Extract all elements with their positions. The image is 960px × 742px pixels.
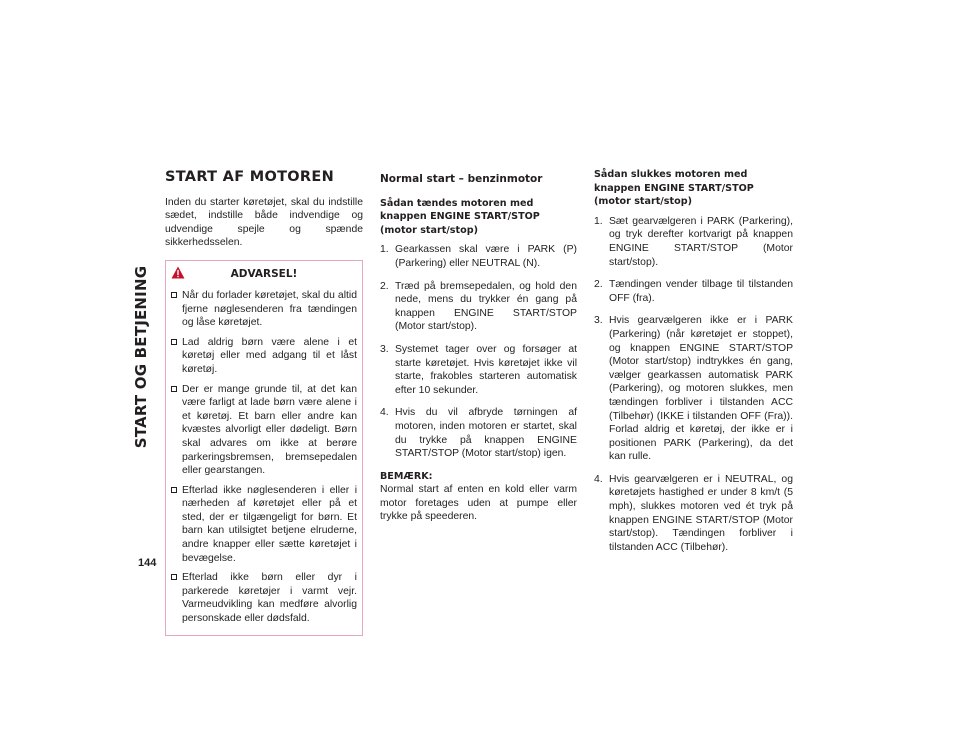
square-bullet-icon xyxy=(171,487,177,493)
start-steps xyxy=(380,243,577,460)
step-item xyxy=(380,243,577,270)
column-right xyxy=(594,168,793,563)
warning-item-text: Når du forlader køretøjet, skal du altid fjerne nøglesenderen fra tændingen og låse køretøjet. xyxy=(182,289,357,329)
warning-item-text: Efterlad ikke børn eller dyr i parkerede køretøjer i varmt vejr. Varmeudvikling kan medføre alvorlig personskade eller dødsfald. xyxy=(182,572,357,625)
step-number: 2. xyxy=(380,280,389,292)
step-text: Hvis gearvælgeren er i NEUTRAL, og køretøjets hastighed er under 8 km/t (5 mph), slukkes motoren ved ét tryk på knappen ENGINE START/STOP (Motor start/stop). Tændingen forbliver i tilstanden ACC (Tilbehør). xyxy=(609,473,793,553)
step-text: Hvis gearvælgeren ikke er i PARK (Parkering) (når køretøjet er stoppet), og knappen ENGINE START/STOP (Motor start/stop) indtrykkes én gang, vælger gearkassen automatisk PARK (Parkering), og motoren slukkes, men tændingen forbliver i tilstanden ACC (Tilbehør) (IKKE i tilstanden OFF (Fra)). Forlad aldrig et køretøj, der ikke er i positionen PARK (Parkering), da det kan rulle. xyxy=(609,315,793,463)
step-number: 4. xyxy=(380,407,389,419)
note-label: BEMÆRK: xyxy=(380,470,433,482)
column-left xyxy=(165,168,363,636)
chapter-title: START OG BETJENING xyxy=(132,265,150,449)
step-item xyxy=(594,278,793,305)
warning-box xyxy=(165,260,363,636)
step-text: Hvis du vil afbryde tørningen af motoren, inden motoren er startet, skal du trykke på knappen ENGINE START/STOP (Motor start/stop) igen. xyxy=(395,407,577,460)
step-item xyxy=(594,314,793,464)
section-title: START AF MOTOREN xyxy=(165,169,335,185)
note-text: Normal start af enten en kold eller varm motor foretages uden at pumpe eller trykke på speederen. xyxy=(380,484,577,523)
square-bullet-icon xyxy=(171,292,177,298)
step-number: 1. xyxy=(380,244,389,256)
warning-item-text: Lad aldrig børn være alene i et køretøj eller med adgang til et låst køretøj. xyxy=(182,336,357,375)
warning-header xyxy=(166,261,362,289)
step-number: 1. xyxy=(594,215,603,227)
warning-item xyxy=(171,484,357,566)
step-text: Sæt gearvælgeren i PARK (Parkering), og tryk derefter kortvarigt på knappen ENGINE START/STOP (Motor start/stop). xyxy=(609,215,793,268)
intro-paragraph: Inden du starter køretøjet, skal du indstille sædet, indstille både indvendige og udvendige spejle og spænde sikkerhedsselen. xyxy=(165,196,363,249)
step-item xyxy=(594,473,793,555)
step-number: 3. xyxy=(380,343,389,355)
procedure-heading: Sådan tændes motoren med knappen ENGINE START/STOP (motor start/stop) xyxy=(380,197,540,236)
warning-item xyxy=(171,571,357,625)
step-number: 4. xyxy=(594,473,603,485)
stop-steps xyxy=(594,215,793,555)
square-bullet-icon xyxy=(171,339,177,345)
step-text: Tændingen vender tilbage til tilstanden OFF (fra). xyxy=(609,279,793,304)
step-text: Systemet tager over og forsøger at starte køretøjet. Hvis køretøjet ikke vil starte, frakobles starteren automatisk efter 10 sekunder. xyxy=(395,343,577,396)
square-bullet-icon xyxy=(171,386,177,392)
step-text: Gearkassen skal være i PARK (P) (Parkering) eller NEUTRAL (N). xyxy=(395,244,577,269)
warning-item xyxy=(171,289,357,330)
step-text: Træd på bremsepedalen, og hold den nede, mens du trykker én gang på knappen ENGINE START/STOP (Motor start/stop). xyxy=(395,280,577,333)
square-bullet-icon xyxy=(171,574,177,580)
warning-item xyxy=(171,383,357,478)
step-item xyxy=(594,215,793,269)
chapter-side-tab xyxy=(122,176,160,538)
column-middle xyxy=(380,168,577,524)
step-item xyxy=(380,280,577,334)
warning-list xyxy=(166,289,362,626)
step-number: 2. xyxy=(594,279,603,291)
step-item xyxy=(380,406,577,460)
page-number: 144 xyxy=(138,557,157,569)
step-item xyxy=(380,343,577,397)
warning-item-text: Efterlad ikke nøglesenderen i eller i nærheden af køretøjet eller på et sted, der er tilgængeligt for børn. Et barn kan utilsigtet betjene elruderne, andre knapper eller sætte køretøjet i bevægelse. xyxy=(182,484,357,564)
subsection-title: Normal start – benzinmotor xyxy=(380,173,543,185)
procedure-heading: Sådan slukkes motoren med knappen ENGINE START/STOP (motor start/stop) xyxy=(594,169,754,208)
warning-item xyxy=(171,336,357,377)
warning-triangle-icon xyxy=(171,266,185,279)
warning-item-text: Der er mange grunde til, at det kan være farligt at lade børn være alene i et køretøj. Et barn eller andre kan kvæstes alvorligt eller dødeligt. Børn skal advares om ikke at berøre parkeringsbremsen, bremsepedalen eller gearstangen. xyxy=(182,383,357,477)
step-number: 3. xyxy=(594,315,603,327)
warning-heading: ADVARSEL! xyxy=(230,268,298,281)
